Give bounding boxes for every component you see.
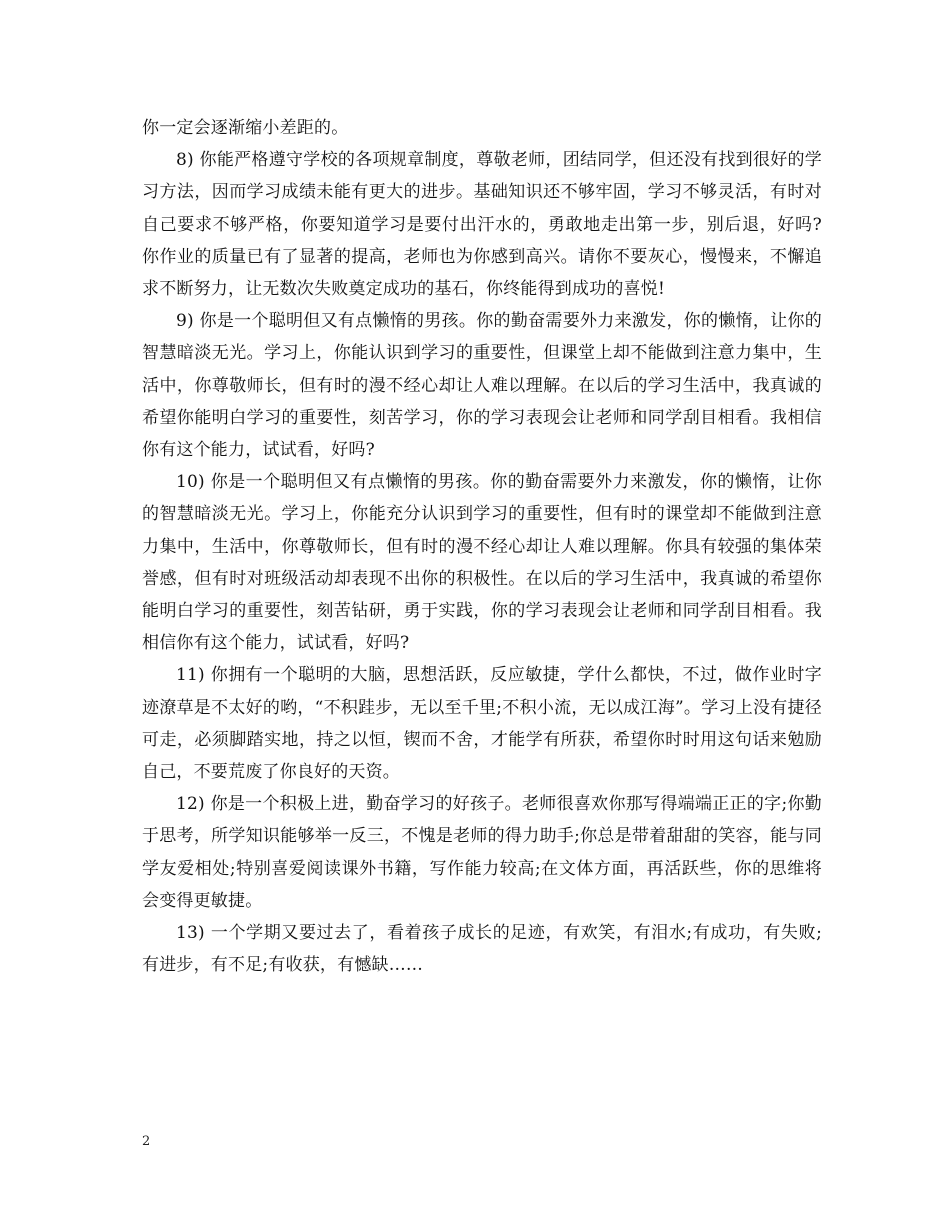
paragraph-item-9: 9) 你是一个聪明但又有点懒惰的男孩。你的勤奋需要外力来激发，你的懒惰，让你的智慧暗淡无光。学习上，你能认识到学习的重要性，但课堂上却不能做到注意力集中，生活中，你尊敬师长，但有时的漫不经心却让人难以理解。在以后的学习生活中，我真诚的希望你能明白学习的重要性，刻苦学习，你的学习表现会让老师和同学刮目相看。我相信你有这个能力，试试看，好吗? <box>142 311 822 461</box>
paragraph-item-13: 13) 一个学期又要过去了，看着孩子成长的足迹，有欢笑，有泪水;有成功，有失败;有进步，有不足;有收获，有憾缺…… <box>142 923 822 976</box>
paragraph-item-11: 11) 你拥有一个聪明的大脑，思想活跃，反应敏捷，学什么都快，不过，做作业时字迹潦草是不太好的哟，“不积跬步，无以至千里;不积小流，无以成江海”。学习上没有捷径可走，必须脚踏实地，持之以恒，锲而不舍，才能学有所获，希望你时时用这句话来勉励自己，不要荒废了你良好的天资。 <box>142 665 822 783</box>
paragraph-continuation: 你一定会逐渐缩小差距的。 <box>142 118 349 138</box>
paragraph-item-10: 10) 你是一个聪明但又有点懒惰的男孩。你的勤奋需要外力来激发，你的懒惰，让你的智慧暗淡无光。学习上，你能充分认识到学习的重要性，但有时的课堂却不能做到注意力集中，生活中，你尊敬师长，但有时的漫不经心却让人难以理解。你具有较强的集体荣誉感，但有时对班级活动却表现不出你的积极性。在以后的学习生活中，我真诚的希望你能明白学习的重要性，刻苦钻研，勇于实践，你的学习表现会让老师和同学刮目相看。我相信你有这个能力，试试看，好吗? <box>142 472 822 654</box>
paragraph-item-12: 12) 你是一个积极上进，勤奋学习的好孩子。老师很喜欢你那写得端端正正的字;你勤于思考，所学知识能够举一反三，不愧是老师的得力助手;你总是带着甜甜的笑容，能与同学友爱相处;特别喜爱阅读课外书籍，写作能力较高;在文体方面，再活跃些，你的思维将会变得更敏捷。 <box>142 794 822 911</box>
page-number: 2 <box>142 1134 151 1149</box>
paragraph-item-8: 8) 你能严格遵守学校的各项规章制度，尊敬老师，团结同学，但还没有找到很好的学习方法，因而学习成绩未能有更大的进步。基础知识还不够牢固，学习不够灵活，有时对自己要求不够严格，你要知道学习是要付出汗水的，勇敢地走出第一步，别后退，好吗?你作业的质量已有了显著的提高，老师也为你感到高兴。请你不要灰心，慢慢来，不懈追求不断努力，让无数次失败奠定成功的基石，你终能得到成功的喜悦! <box>142 150 822 300</box>
document-body <box>142 112 822 981</box>
